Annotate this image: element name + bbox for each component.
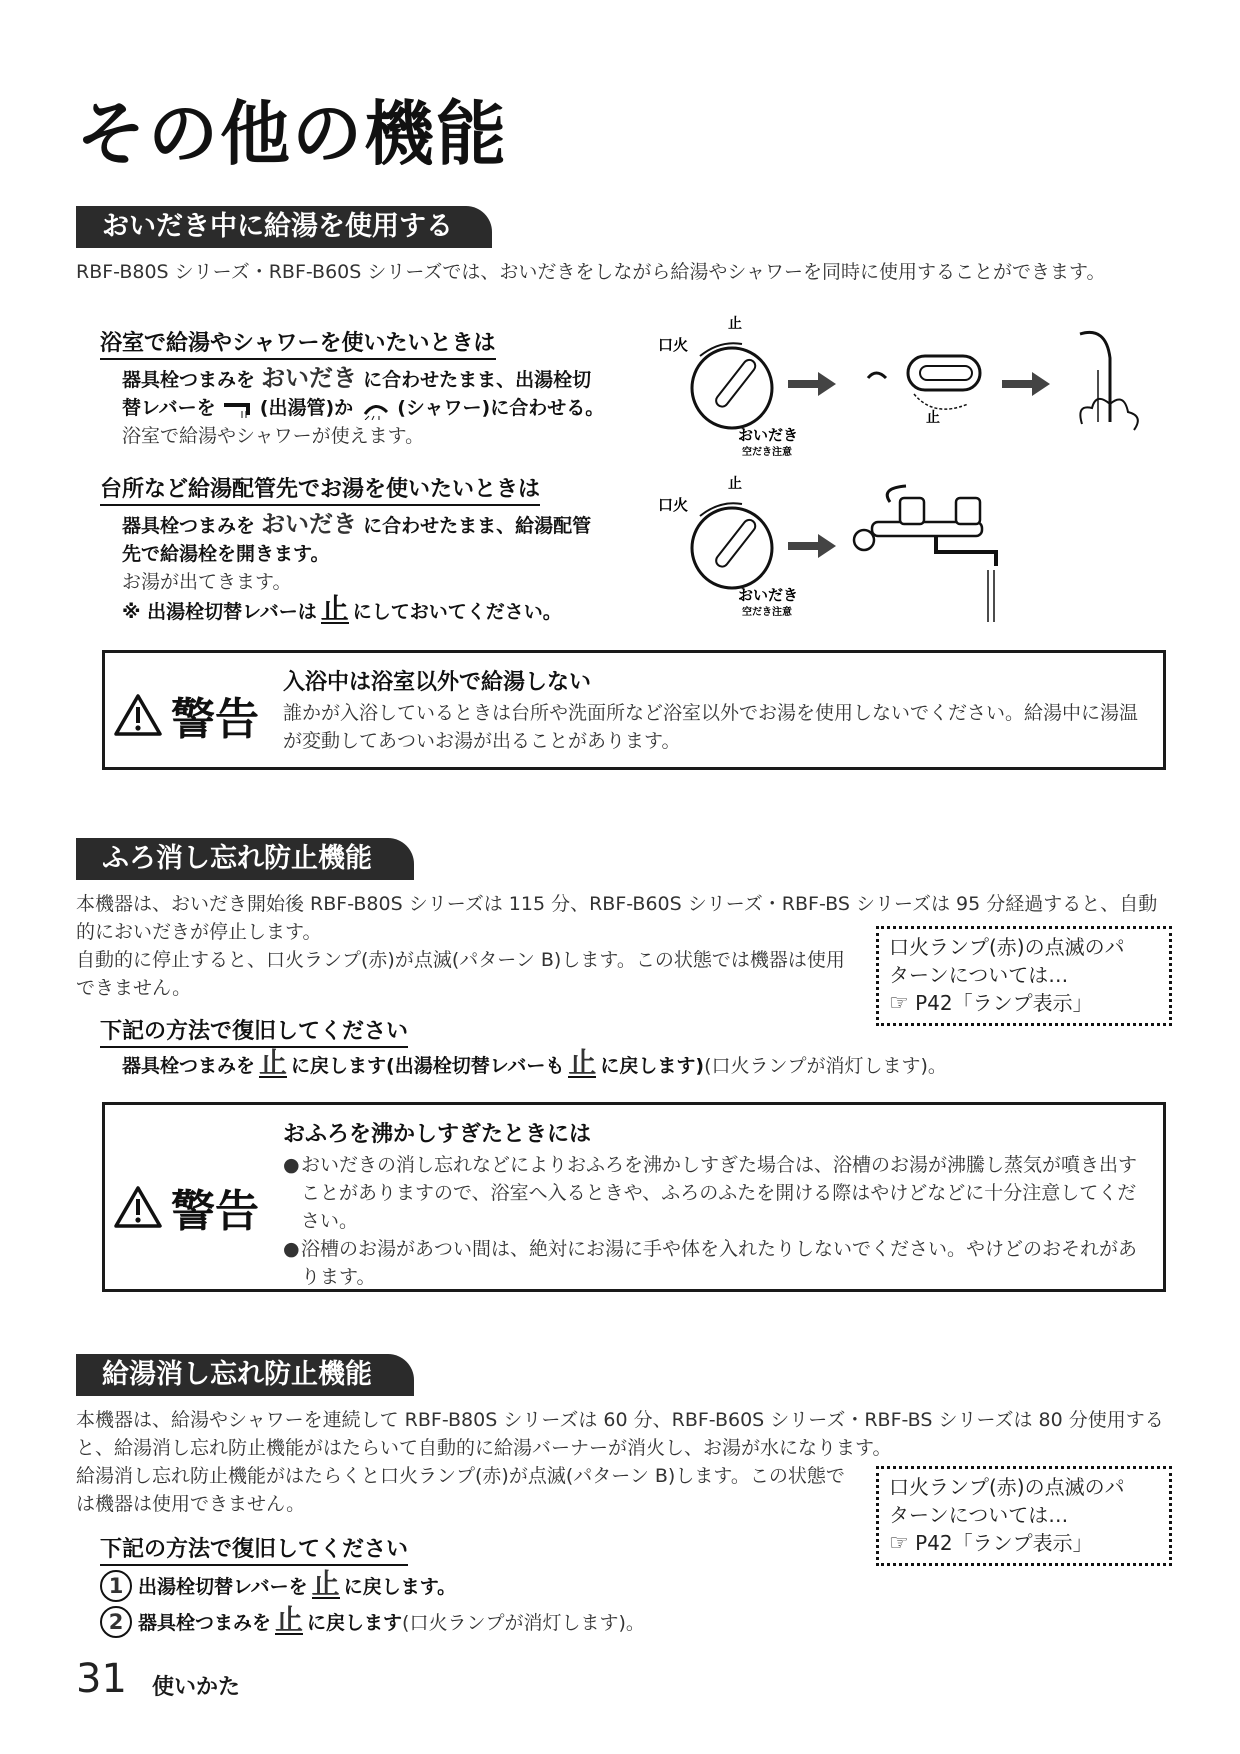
burner-dial-2 [692,503,772,588]
dial-label-kuchibi: 口火 [658,336,689,354]
section-heading-kyuto-keshiwasure: 給湯消し忘れ防止機能 [76,1354,414,1396]
ref-line1: 口火ランプ(赤)の点滅のパ [889,1475,1125,1499]
warning-label-text: 警告 [171,1186,259,1237]
arrow-right-icon [788,372,836,396]
section2-para2: 自動的に停止すると、口火ランプ(赤)が点滅(パターン B)します。この状態では機器は使用できません。 [76,949,845,999]
step2-a: 器具栓つまみを [138,1612,272,1634]
sub1-note: 浴室で給湯やシャワーが使えます。 [122,425,425,447]
diagram-kitchen-usage [650,472,1030,632]
shower-water-icon [1080,332,1138,430]
lever-label-stop: 止 [926,410,940,426]
recovery-heading: 下記の方法で復旧してください [100,1014,408,1048]
ref-line1: 口火ランプ(赤)の点滅のパ [889,935,1125,959]
ref-line2: ターンについては… [889,1503,1069,1527]
recovery-a: 器具栓つまみを [122,1055,256,1077]
sub-heading-bathroom: 浴室で給湯やシャワーを使いたいときは [100,326,496,360]
sub2-line1b: に合わせたまま、給湯配管 [363,515,592,537]
step-number: 2 [100,1606,132,1638]
stop-symbol: 止 [275,1603,304,1636]
sub2-note2a: ※ 出湯栓切替レバーは [122,601,317,623]
arrow-right-icon [788,534,836,558]
shower-icon [359,398,391,420]
dial-label-oidaki: おいだき [738,426,799,444]
sub1-instructions [122,364,642,450]
reference-box-lamp [876,1466,1172,1566]
section-heading-furo-keshiwasure: ふろ消し忘れ防止機能 [76,838,414,880]
step2-b: に戻します [307,1612,403,1634]
warning-title: おふろを沸かしすぎたときには [283,1122,592,1147]
stop-symbol: 止 [259,1046,288,1079]
shower-lever-icon [868,356,980,409]
warning-triangle-icon [113,1185,163,1229]
sub1-line1b: に合わせたまま、出湯栓切 [363,369,592,391]
arrow-right-icon [1002,372,1050,396]
sub1-line2a: 替レバーを [122,397,216,419]
pointing-hand-icon: ☞ [889,1531,909,1556]
sub2-note: お湯が出てきます。 [122,571,292,593]
step-number: 1 [100,1570,132,1602]
warning-title: 入浴中は浴室以外で給湯しない [283,670,592,695]
page-title: その他の機能 [76,93,508,175]
ref-link-p42[interactable]: P42「ランプ表示」 [915,1531,1093,1555]
warning-bullet-text: おいだきの消し忘れなどによりおふろを沸かしすぎた場合は、浴槽のお湯が沸騰し蒸気が噴き出すことがありますので、浴室へ入るときや、ふろのふたを開ける際はやけどなどに十分注意してください。 [301,1154,1138,1232]
step1-b: に戻します。 [343,1576,457,1598]
dial-label-stop: 止 [728,316,742,332]
footer-section-label: 使いかた [152,1675,241,1700]
dial-label-karadaki: 空だき注意 [742,447,792,458]
diagram-bathroom-usage [650,312,1170,462]
section3-para1: 本機器は、給湯やシャワーを連続して RBF-B80S シリーズは 60 分、RBF-B60S シリーズ・RBF-BS シリーズは 80 分使用すると、給湯消し忘れ防止機能がはたらいて自動的に給湯バーナーが消火し、お湯が水になります。 [76,1409,1164,1459]
step2-c: (口火ランプが消灯します)。 [402,1612,645,1634]
sub2-oidaki-label: おいだき [261,510,358,538]
ref-link-p42[interactable]: P42「ランプ表示」 [915,991,1093,1015]
sub-heading-kitchen: 台所など給湯配管先でお湯を使いたいときは [100,472,540,506]
warning-bullets [283,1151,1153,1291]
pointing-hand-icon: ☞ [889,991,909,1016]
dial-label-kuchibi: 口火 [658,496,689,514]
warning-box-bath [102,650,1166,770]
sub1-line2c: (シャワー)に合わせる。 [397,397,605,419]
recovery-b: に戻します(出湯栓切替レバーも [291,1055,565,1077]
section2-para1: 本機器は、おいだき開始後 RBF-B80S シリーズは 115 分、RBF-B60S シリーズ・RBF-BS シリーズは 95 分経過すると、自動的においだきが停止します。 [76,893,1158,943]
faucet-pipe-icon [222,399,254,419]
sub1-line1a: 器具栓つまみを [122,369,256,391]
warning-bullet: ● 浴槽のお湯があつい間は、絶対にお湯に手や体を入れたりしないでください。やけどのおそれがあります。 [283,1235,1153,1291]
kitchen-faucet-icon [854,486,996,622]
stop-symbol: 止 [568,1046,597,1079]
step1-a: 出湯栓切替レバーを [138,1576,308,1598]
warning-box-overheat [102,1102,1166,1292]
warning-label [113,1175,259,1239]
sub1-oidaki-label: おいだき [261,364,358,392]
warning-bullet-text: 浴槽のお湯があつい間は、絶対にお湯に手や体を入れたりしないでください。やけどのおそれがあります。 [301,1238,1138,1288]
stop-symbol: 止 [320,592,349,625]
warning-triangle-icon [113,693,163,737]
page-number: 31 [76,1656,127,1702]
sub2-line1a: 器具栓つまみを [122,515,256,537]
reference-box-lamp [876,926,1172,1026]
dial-label-oidaki: おいだき [738,586,799,604]
ref-line2: ターンについては… [889,963,1069,987]
dial-label-karadaki: 空だき注意 [742,607,792,618]
recovery-heading: 下記の方法で復旧してください [100,1532,408,1566]
burner-dial-1 [692,343,772,428]
warning-bullet: ● おいだきの消し忘れなどによりおふろを沸かしすぎた場合は、浴槽のお湯が沸騰し蒸気が噴き出すことがありますので、浴室へ入るときや、ふろのふたを開ける際はやけどなどに十分注意してください。 [283,1151,1153,1235]
recovery-instructions [122,1046,1172,1080]
warning-label [113,683,259,747]
sub2-line2: 先で給湯栓を開きます。 [122,543,330,565]
warning-label-text: 警告 [171,694,259,745]
sub2-instructions [122,510,642,626]
recovery-d: (口火ランプが消灯します)。 [704,1055,947,1077]
section1-intro: RBF-B80S シリーズ・RBF-B60S シリーズでは、おいだきをしながら給湯やシャワーを同時に使用することができます。 [76,261,1106,283]
recovery-steps [100,1567,1100,1638]
stop-symbol: 止 [311,1567,340,1600]
warning-body: 誰かが入浴しているときは台所や洗面所など浴室以外でお湯を使用しないでください。給湯中に湯温が変動してあついお湯が出ることがあります。 [283,702,1139,752]
sub2-note2b: にしておいてください。 [352,601,562,623]
recovery-c: に戻します) [600,1055,705,1077]
dial-label-stop: 止 [728,476,742,492]
sub1-line2b: (出湯管)か [259,397,354,419]
section-heading-oidaki-kyuto: おいだき中に給湯を使用する [76,206,492,248]
section3-para2: 給湯消し忘れ防止機能がはたらくと口火ランプ(赤)が点滅(パターン B)します。この状態では機器は使用できません。 [76,1465,845,1515]
